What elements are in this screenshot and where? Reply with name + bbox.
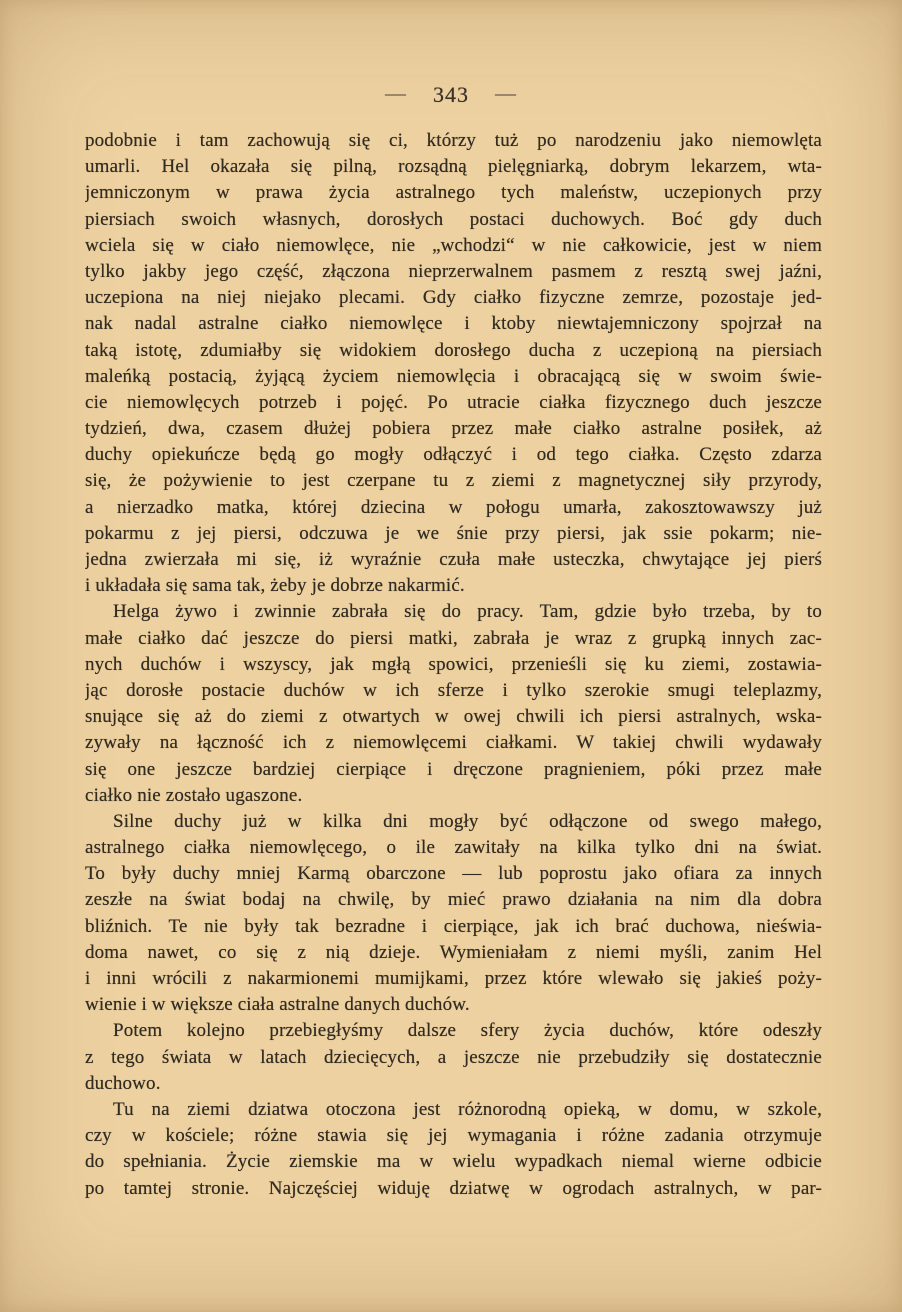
text-line: maleńką postacią, żyjącą życiem niemowlęcia i obracającą się w swoim świe-: [85, 365, 822, 387]
text-line: tydzień, dwa, czasem dłużej pobiera przez małe ciałko astralne posiłek, aż: [85, 418, 822, 440]
paragraph-2: [85, 599, 822, 809]
text-line: pokarmu z jej piersi, odczuwa je we śnie przy piersi, jak ssie pokarm; nie-: [85, 522, 822, 544]
text-line: tylko jakby jego część, złączona nieprzerwalnem pasmem z resztą swej jaźni,: [85, 260, 822, 282]
page-number: 343: [433, 82, 469, 107]
text-line: duchowo.: [85, 1072, 161, 1094]
text-line: jedna zwierzała mi się, iż wyraźnie czuła małe usteczka, chwytające jej pierś: [85, 549, 822, 570]
text-line: snujące się aż do ziemi z otwartych w owej chwili ich piersi astralnych, wska-: [85, 706, 822, 728]
text-line: podobnie i tam zachowują się ci, którzy tuż po narodzeniu jako niemowlęta: [85, 130, 822, 151]
text-line: cie niemowlęcych potrzeb i pojęć. Po utracie ciałka fizycznego duch jeszcze: [85, 391, 822, 413]
text-line: uczepiona na niej niejako plecami. Gdy ciałko fizyczne zemrze, pozostaje jed-: [85, 287, 822, 309]
text-line: i inni wrócili z nakarmionemi mumijkami, przez które wlewało się jakieś poży-: [85, 968, 822, 989]
paragraph-5: [85, 1097, 822, 1202]
text-line: wienie i w większe ciała astralne danych duchów.: [85, 994, 470, 1016]
text-line: doma nawet, co się z nią dzieje. Wymieniałam z niemi myśli, zanim Hel: [85, 941, 822, 963]
text-line: i układała się sama tak, żeby je dobrze nakarmić.: [85, 575, 465, 597]
text-line: Silne duchy już w kilka dni mogły być odłączone od swego małego,: [113, 810, 822, 832]
text-line: jąc dorosłe postacie duchów w ich sferze i tylko szerokie smugi teleplazmy,: [85, 679, 822, 701]
text-line: a nierzadko matka, której dziecina w połogu umarła, zakosztowawszy już: [85, 496, 822, 518]
text-line: czy w kościele; różne stawia się jej wymagania i różne zadania otrzymuje: [85, 1125, 822, 1147]
header-left-dash: —: [385, 81, 407, 105]
text-line: To były duchy mniej Karmą obarczone — lub poprostu jako ofiara za innych: [85, 863, 822, 885]
text-line: Tu na ziemi dziatwa otoczona jest różnorodną opieką, w domu, w szkole,: [113, 1098, 822, 1120]
text-line: wciela się w ciało niemowlęce, nie „wchodzi“ w nie całkowicie, jest w niem: [85, 234, 822, 256]
text-line: umarli. Hel okazała się pilną, rozsądną pielęgniarką, dobrym lekarzem, wta-: [85, 156, 822, 178]
paragraph-1: [85, 128, 822, 599]
text-line: astralnego ciałka niemowlęcego, o ile zawitały na kilka tylko dni na świat.: [85, 837, 822, 859]
header-right-dash: —: [495, 81, 517, 105]
text-line: zeszłe na świat bodaj na chwilę, by mieć prawo działania na nim dla dobra: [85, 889, 822, 911]
text-line: się, że pożywienie to jest czerpane tu z ziemi z magnetycznej siły przyrody,: [85, 470, 822, 492]
text-line: się one jeszcze bardziej cierpiące i dręczone pragnieniem, póki przez małe: [85, 758, 822, 780]
text-line: małe ciałko dać jeszcze do piersi matki, zabrała je wraz z grupką innych zac-: [85, 627, 822, 649]
text-line: ciałko nie zostało ugaszone.: [85, 784, 303, 806]
text-line: po tamtej stronie. Najczęściej widuję dziatwę w ogrodach astralnych, w par-: [85, 1177, 822, 1199]
text-line: piersiach swoich własnych, dorosłych postaci duchowych. Boć gdy duch: [85, 208, 822, 230]
text-line: bliźnich. Te nie były tak bezradne i cierpiące, jak ich brać duchowa, nieświa-: [85, 915, 822, 937]
paragraph-3: [85, 809, 822, 1019]
text-line: do spełniania. Życie ziemskie ma w wielu wypadkach niemal wierne odbicie: [85, 1151, 822, 1173]
text-line: taką istotę, zdumiałby się widokiem dorosłego ducha z uczepioną na piersiach: [85, 339, 822, 361]
text-line: Helga żywo i zwinnie zabrała się do pracy. Tam, gdzie było trzeba, by to: [113, 601, 822, 623]
text-line: zywały na łączność ich z niemowlęcemi ciałkami. W takiej chwili wydawały: [85, 732, 822, 754]
page-header: [0, 82, 902, 108]
text-line: Potem kolejno przebiegłyśmy dalsze sfery życia duchów, które odeszły: [113, 1020, 822, 1042]
paragraph-4: [85, 1018, 822, 1097]
text-line: z tego świata w latach dziecięcych, a jeszcze nie przebudziły się dostatecznie: [85, 1046, 822, 1068]
text-line: nych duchów i wszyscy, jak mgłą spowici, przenieśli się ku ziemi, zostawia-: [85, 653, 822, 675]
text-line: jemniczonym w prawa życia astralnego tych maleństw, uczepionych przy: [85, 182, 822, 204]
text-line: duchy opiekuńcze będą go mogły odłączyć i od tego ciałka. Często zdarza: [85, 444, 822, 466]
text-line: nak nadal astralne ciałko niemowlęce i ktoby niewtajemniczony spojrzał na: [85, 313, 822, 335]
body-text: [85, 128, 822, 1202]
